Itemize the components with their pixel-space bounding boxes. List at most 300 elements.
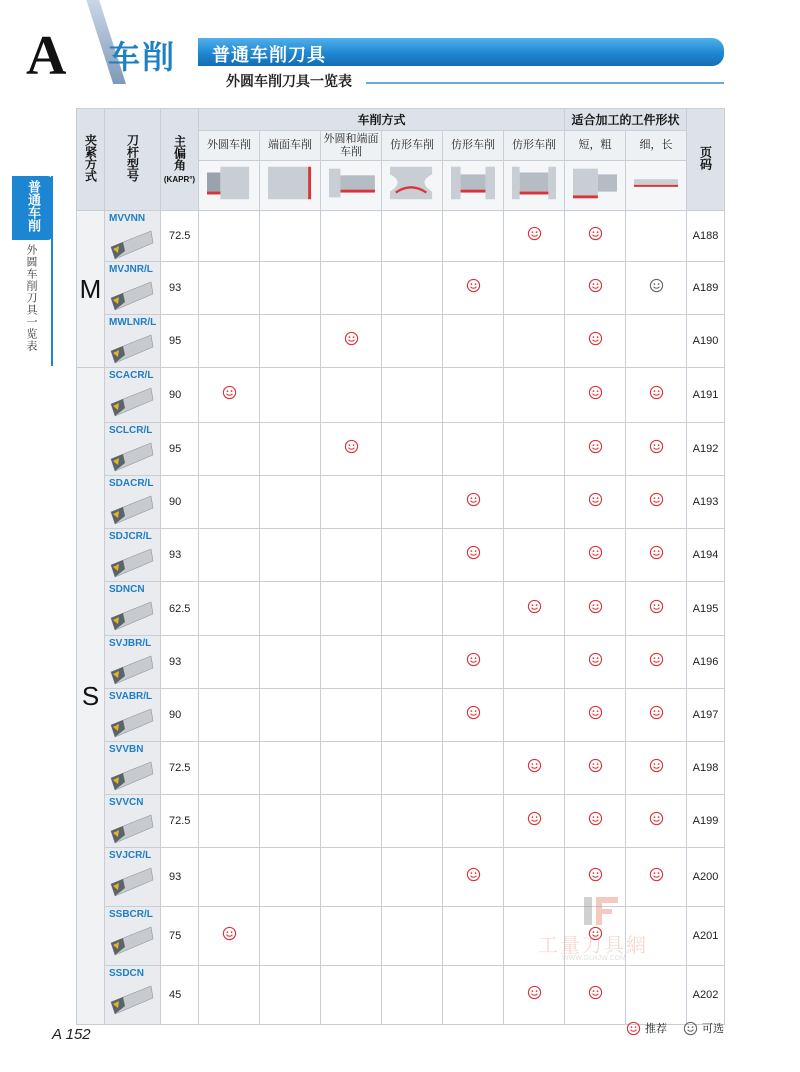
suitability-cell: [321, 582, 382, 636]
suitability-cell: [382, 423, 443, 476]
approach-angle: 93: [161, 636, 199, 689]
recommended-smile-icon: [588, 705, 603, 720]
header-clamp: [77, 109, 105, 211]
suitability-cell: [199, 529, 260, 582]
approach-angle: 72.5: [161, 211, 199, 262]
turning-mode-header: 外圆车削: [199, 131, 260, 161]
table-row: [77, 795, 725, 848]
suitability-cell: [565, 582, 626, 636]
suitability-cell: [260, 211, 321, 262]
tool-model: SDACR/L: [109, 478, 154, 489]
recommended-smile-icon: [588, 599, 603, 614]
suitability-cell: [321, 636, 382, 689]
tool-model: SSDCN: [109, 968, 145, 979]
tool-model: SDNCN: [109, 584, 145, 595]
approach-angle: 95: [161, 423, 199, 476]
table-row: [77, 262, 725, 315]
suitability-cell: [626, 742, 687, 795]
suitability-cell: [321, 211, 382, 262]
header-page: [687, 109, 725, 211]
header-holder: [105, 109, 161, 211]
recommended-smile-icon: [649, 599, 664, 614]
page-subtitle: 外圆车削刀具一览表: [226, 73, 352, 89]
page-reference-link[interactable]: A194: [687, 529, 725, 582]
suitability-cell: [443, 742, 504, 795]
clamp-type-label: M: [77, 211, 105, 368]
recommended-smile-icon: [527, 599, 542, 614]
tool-holder-cell[interactable]: [105, 262, 161, 315]
approach-angle: 93: [161, 848, 199, 907]
legend-recommended-label: 推荐: [645, 1023, 667, 1035]
suitability-cell: [321, 262, 382, 315]
approach-angle: 93: [161, 262, 199, 315]
suitability-cell: [504, 423, 565, 476]
approach-angle: 90: [161, 689, 199, 742]
suitability-cell: [382, 262, 443, 315]
suitability-cell: [565, 423, 626, 476]
suitability-cell: [504, 966, 565, 1025]
workpiece-shape-illustration: [321, 161, 382, 211]
suitability-cell: [199, 795, 260, 848]
suitability-cell: [626, 315, 687, 368]
recommended-smile-icon: [588, 492, 603, 507]
workpiece-shape-illustration: [565, 161, 626, 211]
workpiece-shape-illustration: [443, 161, 504, 211]
workpiece-shape-icon: [323, 161, 379, 205]
suitability-cell: [260, 907, 321, 966]
recommended-smile-icon: [588, 226, 603, 241]
suitability-cell: [565, 476, 626, 529]
chapter-letter: A: [26, 25, 67, 87]
suitability-cell: [565, 529, 626, 582]
suitability-cell: [565, 795, 626, 848]
suitability-cell: [443, 689, 504, 742]
suitability-cell: [443, 211, 504, 262]
tool-holder-cell[interactable]: [105, 907, 161, 966]
suitability-cell: [199, 848, 260, 907]
side-tab-subtitle: 外圆车削刀具一览表: [25, 244, 37, 352]
approach-angle: 90: [161, 476, 199, 529]
workpiece-shape-header: 细，长: [626, 131, 687, 161]
workpiece-shape-illustration: [382, 161, 443, 211]
suitability-cell: [321, 966, 382, 1025]
suitability-cell: [626, 795, 687, 848]
watermark-logo-icon: [582, 893, 622, 929]
approach-angle: 72.5: [161, 742, 199, 795]
tool-holder-cell[interactable]: [105, 582, 161, 636]
approach-angle: 62.5: [161, 582, 199, 636]
header-angle-label: 主偏角: [172, 135, 187, 171]
suitability-cell: [321, 795, 382, 848]
tool-holder-icon: [109, 598, 155, 632]
suitability-cell: [260, 476, 321, 529]
approach-angle: 95: [161, 315, 199, 368]
workpiece-shape-header: 短，粗: [565, 131, 626, 161]
turning-mode-header: 仿形车削: [382, 131, 443, 161]
table-row: [77, 211, 725, 262]
turning-mode-header: 仿形车削: [504, 131, 565, 161]
suitability-cell: [321, 848, 382, 907]
approach-angle: 45: [161, 966, 199, 1025]
suitability-cell: [504, 636, 565, 689]
tool-holder-icon: [109, 705, 155, 739]
suitability-cell: [443, 529, 504, 582]
tool-holder-icon: [109, 811, 155, 845]
workpiece-shape-icon: [384, 161, 440, 205]
subtitle-rule: [366, 82, 724, 84]
suitability-cell: [504, 742, 565, 795]
tool-model: MVVNN: [109, 213, 146, 224]
tool-holder-cell[interactable]: [105, 795, 161, 848]
optional-smile-icon: [649, 278, 664, 293]
recommended-smile-icon: [649, 652, 664, 667]
table-row: [77, 368, 725, 423]
tool-model: SVJBR/L: [109, 638, 152, 649]
approach-angle: 72.5: [161, 795, 199, 848]
suitability-cell: [443, 262, 504, 315]
tool-holder-cell[interactable]: [105, 529, 161, 582]
header-workpiece: 适合加工的工件形状: [565, 109, 687, 131]
recommended-smile-icon: [344, 331, 359, 346]
table-row: [77, 636, 725, 689]
tool-model: SCACR/L: [109, 370, 154, 381]
suitability-cell: [565, 966, 626, 1025]
suitability-cell: [199, 907, 260, 966]
recommended-smile-icon: [466, 705, 481, 720]
suitability-cell: [443, 368, 504, 423]
banner-title: 普通车削刀具: [212, 45, 326, 65]
suitability-cell: [443, 423, 504, 476]
suitability-cell: [199, 423, 260, 476]
tool-holder-icon: [109, 982, 155, 1016]
suitability-cell: [199, 689, 260, 742]
tool-holder-cell[interactable]: [105, 315, 161, 368]
suitability-cell: [260, 368, 321, 423]
suitability-cell: [626, 368, 687, 423]
suitability-cell: [626, 636, 687, 689]
tool-model: SVVBN: [109, 744, 144, 755]
tool-holder-cell[interactable]: [105, 689, 161, 742]
page-number: A 152: [52, 1026, 91, 1043]
tool-model: SSBCR/L: [109, 909, 153, 920]
recommended-smile-icon: [649, 867, 664, 882]
suitability-cell: [321, 907, 382, 966]
clamp-type-label: S: [77, 368, 105, 1025]
chapter-title: 车削: [108, 39, 177, 75]
suitability-cell: [260, 315, 321, 368]
suitability-cell: [199, 211, 260, 262]
suitability-cell: [626, 966, 687, 1025]
suitability-cell: [443, 848, 504, 907]
tool-holder-cell[interactable]: [105, 476, 161, 529]
suitability-cell: [443, 795, 504, 848]
suitability-cell: [565, 742, 626, 795]
workpiece-shape-icon: [201, 161, 257, 205]
recommended-smile-icon: [649, 492, 664, 507]
suitability-cell: [443, 636, 504, 689]
suitability-cell: [382, 742, 443, 795]
table-row: [77, 423, 725, 476]
recommended-smile-icon: [466, 545, 481, 560]
legend: [626, 1020, 724, 1036]
tool-model: SVJCR/L: [109, 850, 152, 861]
page-reference-link[interactable]: A202: [687, 966, 725, 1025]
turning-mode-header: 仿形车削: [443, 131, 504, 161]
recommended-smile-icon: [626, 1021, 641, 1036]
recommended-smile-icon: [588, 385, 603, 400]
suitability-cell: [260, 582, 321, 636]
suitability-cell: [321, 476, 382, 529]
suitability-cell: [321, 529, 382, 582]
recommended-smile-icon: [344, 439, 359, 454]
suitability-cell: [626, 211, 687, 262]
workpiece-shape-icon: [506, 161, 562, 205]
tool-model: SVVCN: [109, 797, 144, 808]
suitability-cell: [626, 689, 687, 742]
suitability-cell: [199, 582, 260, 636]
workpiece-shape-illustration: [260, 161, 321, 211]
page-reference-link[interactable]: A198: [687, 742, 725, 795]
suitability-cell: [504, 582, 565, 636]
table-row: [77, 315, 725, 368]
tool-model: MWLNR/L: [109, 317, 157, 328]
suitability-cell: [443, 907, 504, 966]
suitability-cell: [260, 966, 321, 1025]
suitability-cell: [260, 636, 321, 689]
tool-holder-icon: [109, 923, 155, 957]
table-row: [77, 476, 725, 529]
recommended-smile-icon: [527, 758, 542, 773]
suitability-cell: [504, 262, 565, 315]
suitability-cell: [504, 211, 565, 262]
workpiece-shape-icon: [628, 161, 684, 205]
tool-holder-icon: [109, 545, 155, 579]
recommended-smile-icon: [588, 652, 603, 667]
workpiece-shape-icon: [445, 161, 501, 205]
suitability-cell: [382, 907, 443, 966]
tool-holder-cell[interactable]: [105, 423, 161, 476]
turning-mode-header: 外圆和端面车削: [321, 131, 382, 161]
recommended-smile-icon: [588, 985, 603, 1000]
suitability-cell: [626, 476, 687, 529]
recommended-smile-icon: [222, 385, 237, 400]
suitability-cell: [321, 423, 382, 476]
header-banner: [198, 38, 724, 66]
optional-smile-icon: [683, 1021, 698, 1036]
tool-holder-icon: [109, 758, 155, 792]
suitability-cell: [504, 795, 565, 848]
recommended-smile-icon: [527, 985, 542, 1000]
tool-holder-icon: [109, 864, 155, 898]
tool-holder-cell[interactable]: [105, 211, 161, 262]
recommended-smile-icon: [588, 331, 603, 346]
tool-holder-cell[interactable]: [105, 966, 161, 1025]
suitability-cell: [260, 423, 321, 476]
recommended-smile-icon: [466, 278, 481, 293]
suitability-cell: [565, 689, 626, 742]
suitability-cell: [260, 742, 321, 795]
page-reference-link[interactable]: A190: [687, 315, 725, 368]
recommended-smile-icon: [466, 652, 481, 667]
suitability-cell: [321, 368, 382, 423]
page-reference-link[interactable]: A199: [687, 795, 725, 848]
suitability-cell: [565, 636, 626, 689]
suitability-cell: [504, 476, 565, 529]
suitability-cell: [199, 476, 260, 529]
suitability-cell: [565, 368, 626, 423]
header-angle-unit: (KAPR°): [163, 175, 196, 184]
page-reference-link[interactable]: A195: [687, 582, 725, 636]
workpiece-shape-icon: [567, 161, 623, 205]
approach-angle: 75: [161, 907, 199, 966]
suitability-cell: [504, 529, 565, 582]
suitability-cell: [626, 423, 687, 476]
tool-holder-icon: [109, 278, 155, 312]
recommended-smile-icon: [649, 758, 664, 773]
recommended-smile-icon: [588, 758, 603, 773]
suitability-cell: [382, 966, 443, 1025]
tool-holder-cell[interactable]: [105, 742, 161, 795]
page-reference-link[interactable]: A192: [687, 423, 725, 476]
suitability-cell: [321, 689, 382, 742]
watermark: [538, 893, 668, 963]
tool-holder-cell[interactable]: [105, 848, 161, 907]
recommended-smile-icon: [527, 811, 542, 826]
recommended-smile-icon: [222, 926, 237, 941]
tool-holder-icon: [109, 384, 155, 418]
legend-optional-label: 可选: [702, 1023, 724, 1035]
suitability-cell: [382, 315, 443, 368]
recommended-smile-icon: [588, 867, 603, 882]
table-row: [77, 582, 725, 636]
recommended-smile-icon: [466, 867, 481, 882]
suitability-cell: [260, 795, 321, 848]
suitability-cell: [626, 262, 687, 315]
suitability-cell: [199, 742, 260, 795]
side-section-tab[interactable]: [12, 176, 52, 240]
table-row: [77, 529, 725, 582]
suitability-cell: [504, 368, 565, 423]
suitability-cell: [199, 966, 260, 1025]
suitability-cell: [321, 315, 382, 368]
recommended-smile-icon: [527, 226, 542, 241]
tool-holder-cell[interactable]: [105, 368, 161, 423]
side-tab-rule: [51, 176, 53, 366]
page-reference-link[interactable]: A191: [687, 368, 725, 423]
suitability-cell: [321, 742, 382, 795]
suitability-cell: [382, 636, 443, 689]
table-row: [77, 966, 725, 1025]
suitability-cell: [626, 529, 687, 582]
recommended-smile-icon: [649, 705, 664, 720]
watermark-url: WWW.GLRJW.COM: [562, 955, 626, 962]
page-reference-link[interactable]: A196: [687, 636, 725, 689]
workpiece-shape-illustration: [504, 161, 565, 211]
table-row: [77, 742, 725, 795]
tool-holder-icon: [109, 652, 155, 686]
header-angle: [161, 109, 199, 211]
tool-holder-icon: [109, 227, 155, 261]
suitability-cell: [504, 689, 565, 742]
tool-model: SVABR/L: [109, 691, 153, 702]
side-tab-label: 普通车削: [26, 180, 41, 232]
suitability-cell: [199, 262, 260, 315]
suitability-cell: [443, 315, 504, 368]
suitability-cell: [382, 795, 443, 848]
suitability-cell: [443, 582, 504, 636]
workpiece-shape-icon: [262, 161, 318, 205]
suitability-cell: [199, 636, 260, 689]
suitability-cell: [382, 476, 443, 529]
tool-model: SDJCR/L: [109, 531, 152, 542]
recommended-smile-icon: [649, 385, 664, 400]
page-reference-link[interactable]: A193: [687, 476, 725, 529]
page-reference-link[interactable]: A197: [687, 689, 725, 742]
recommended-smile-icon: [588, 278, 603, 293]
suitability-cell: [382, 211, 443, 262]
tool-model: SCLCR/L: [109, 425, 153, 436]
suitability-cell: [504, 315, 565, 368]
tool-holder-icon: [109, 331, 155, 365]
suitability-cell: [382, 689, 443, 742]
suitability-cell: [199, 368, 260, 423]
suitability-cell: [382, 848, 443, 907]
suitability-cell: [565, 315, 626, 368]
tool-holder-icon: [109, 492, 155, 526]
approach-angle: 93: [161, 529, 199, 582]
suitability-cell: [382, 368, 443, 423]
tool-model: MVJNR/L: [109, 264, 153, 275]
suitability-cell: [565, 262, 626, 315]
suitability-cell: [382, 529, 443, 582]
recommended-smile-icon: [588, 811, 603, 826]
suitability-cell: [443, 476, 504, 529]
page-reference-link[interactable]: A188: [687, 211, 725, 262]
suitability-cell: [260, 262, 321, 315]
recommended-smile-icon: [649, 545, 664, 560]
turning-mode-header: 端面车削: [260, 131, 321, 161]
suitability-cell: [260, 689, 321, 742]
suitability-cell: [626, 582, 687, 636]
header-clamp-label: 夹紧方式: [83, 134, 98, 182]
recommended-smile-icon: [588, 545, 603, 560]
page-reference-link[interactable]: A201: [687, 907, 725, 966]
workpiece-shape-illustration: [626, 161, 687, 211]
suitability-cell: [260, 848, 321, 907]
page-reference-link[interactable]: A189: [687, 262, 725, 315]
watermark-text: 工量刀具網: [538, 933, 648, 957]
suitability-cell: [565, 211, 626, 262]
recommended-smile-icon: [649, 439, 664, 454]
approach-angle: 90: [161, 368, 199, 423]
page-reference-link[interactable]: A200: [687, 848, 725, 907]
workpiece-shape-illustration: [199, 161, 260, 211]
recommended-smile-icon: [588, 439, 603, 454]
suitability-cell: [260, 529, 321, 582]
table-row: [77, 689, 725, 742]
recommended-smile-icon: [466, 492, 481, 507]
header-page-label: 页码: [698, 146, 713, 170]
suitability-cell: [382, 582, 443, 636]
header-turning-modes: 车削方式: [199, 109, 565, 131]
tool-overview-table: [76, 108, 725, 1025]
recommended-smile-icon: [649, 811, 664, 826]
tool-holder-icon: [109, 439, 155, 473]
suitability-cell: [199, 315, 260, 368]
suitability-cell: [443, 966, 504, 1025]
tool-holder-cell[interactable]: [105, 636, 161, 689]
header-holder-label: 刀杆型号: [125, 134, 140, 182]
